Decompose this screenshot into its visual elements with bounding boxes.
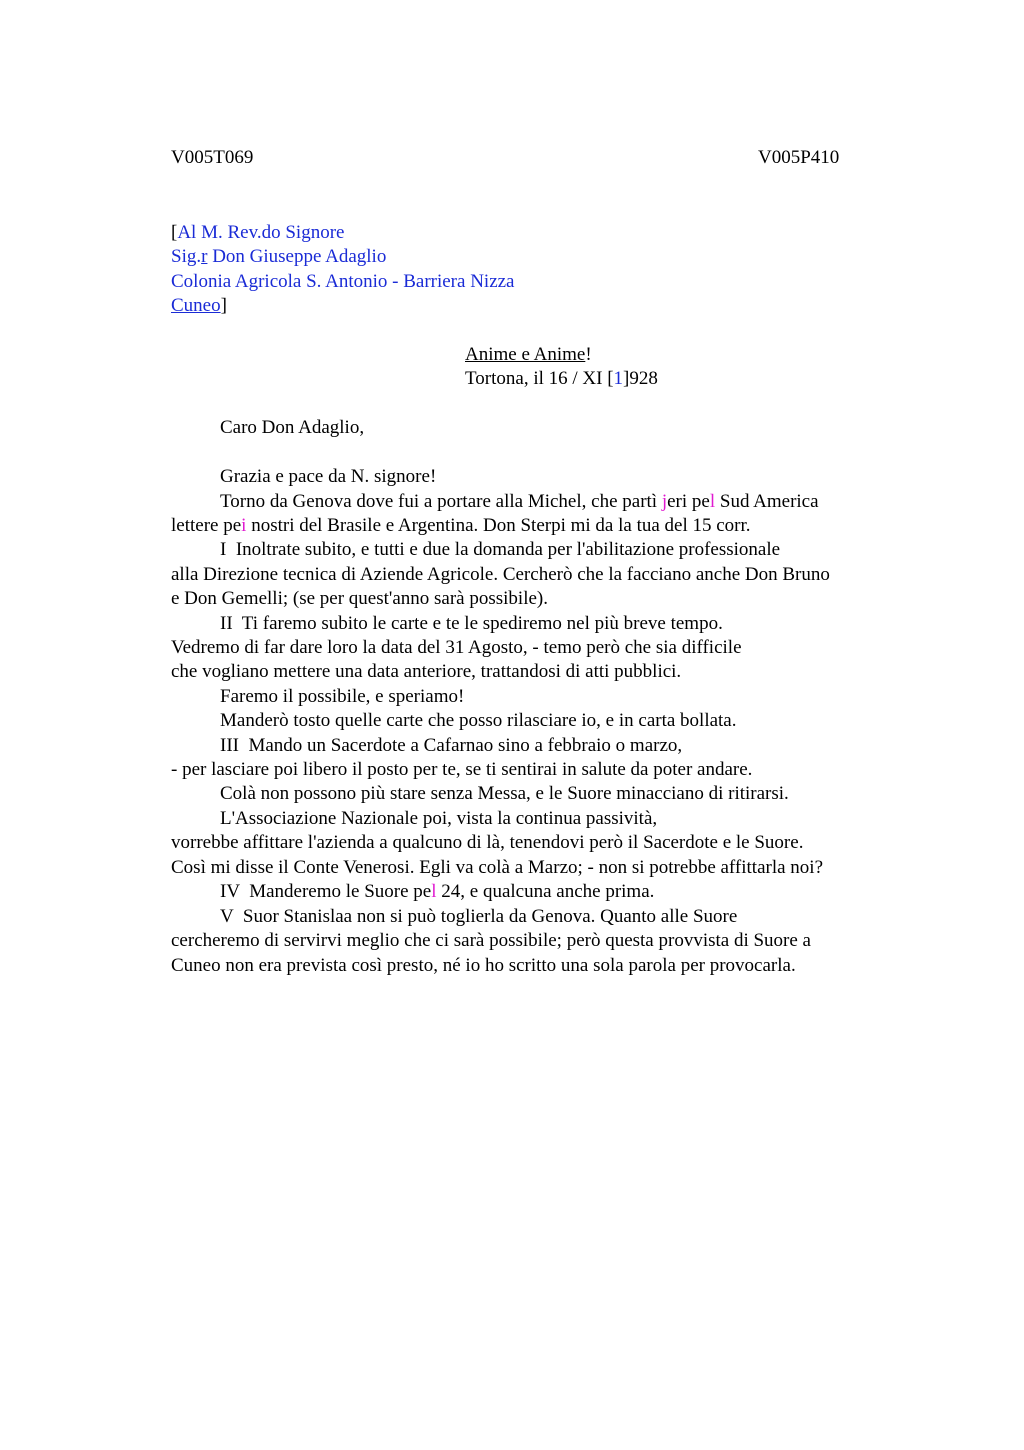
document-id-right: V005P410 (758, 147, 840, 168)
body-line: Manderò tosto quelle carte che posso rilasciare io, e in carta bollata. (220, 710, 737, 731)
correction-mark: i (241, 515, 247, 536)
body-line: II Ti faremo subito le carte e te le spediremo nel più breve tempo. (220, 613, 723, 634)
body-line: vorrebbe affittare l'azienda a qualcuno di là, tenendovi però il Sacerdote e le Suore. (171, 832, 804, 853)
body-line: L'Associazione Nazionale poi, vista la continua passività, (220, 808, 658, 829)
body-greeting: Grazia e pace da N. signore! (220, 466, 437, 487)
address-line-1: [Al M. Rev.do Signore (171, 222, 345, 243)
address-name: Don Giuseppe Adaglio (207, 246, 387, 267)
text-run: nostri del Brasile e Argentina. Don Sterpi mi da la tua del 15 corr. (246, 515, 751, 536)
motto-text: Anime e Anime (465, 344, 586, 365)
text-run: Torno da Genova dove fui a portare alla Michel, che partì (220, 491, 662, 512)
date-editorial-digit: 1 (613, 368, 624, 389)
address-line-3: Colonia Agricola S. Antonio - Barriera Nizza (171, 271, 515, 292)
address-recipient-title: Al M. Rev.do Signore (177, 222, 345, 243)
body-line: I Inoltrate subito, e tutti e due la domanda per l'abilitazione professionale (220, 539, 781, 560)
body-line: alla Direzione tecnica di Aziende Agricole. Cercherò che la facciano anche Don Bruno (171, 564, 830, 585)
salutation: Caro Don Adaglio, (220, 417, 365, 438)
body-line: che vogliano mettere una data anteriore, trattandosi di atti pubblici. (171, 661, 682, 682)
text-run: eri pe (667, 491, 710, 512)
body-line: e Don Gemelli; (se per quest'anno sarà possibile). (171, 588, 548, 609)
text-run: Sud America (715, 491, 819, 512)
body-line: Vedremo di far dare loro la data del 31 Agosto, - temo però che sia difficile (171, 637, 742, 658)
address-sig-abbrev: r (201, 246, 208, 267)
body-line (220, 490, 819, 514)
body-line: Faremo il possibile, e speriamo! (220, 686, 465, 707)
correction-mark: l (709, 491, 716, 512)
body-line: cercheremo di servirvi meglio che ci sarà possibile; però questa provvista di Suore a (171, 930, 811, 951)
address-line-4: Cuneo] (171, 295, 227, 316)
date-prefix: Tortona, il 16 / XI [ (465, 368, 614, 389)
motto (465, 343, 592, 367)
body-line: III Mando un Sacerdote a Cafarnao sino a febbraio o marzo, (220, 735, 683, 756)
correction-mark: j (661, 491, 668, 512)
body-line: Cuneo non era prevista così presto, né io ho scritto una sola parola per provocarla. (171, 955, 796, 976)
date-suffix: ]928 (623, 368, 658, 389)
body-line: Così mi disse il Conte Venerosi. Egli va colà a Marzo; - non si potrebbe affittarla noi? (171, 857, 824, 878)
text-run: IV Manderemo le Suore pe (220, 881, 432, 902)
motto-exclamation: ! (585, 344, 592, 365)
address-sig: Sig. (171, 246, 202, 267)
address-line-2 (171, 245, 386, 269)
body-line: - per lasciare poi libero il posto per te, se ti sentirai in salute da poter andare. (171, 759, 753, 780)
body-line (220, 880, 654, 904)
body-line (171, 514, 751, 538)
date-line (465, 367, 658, 391)
correction-mark: l (431, 881, 437, 902)
body-line: Colà non possono più stare senza Messa, e le Suore minacciano di ritirarsi. (220, 783, 789, 804)
body-line: V Suor Stanislaa non si può toglierla da Genova. Quanto alle Suore (220, 906, 738, 927)
document-id-left: V005T069 (171, 147, 254, 168)
text-run: 24, e qualcuna anche prima. (436, 881, 655, 902)
text-run: lettere pe (171, 515, 242, 536)
address-city: Cuneo (171, 295, 221, 316)
